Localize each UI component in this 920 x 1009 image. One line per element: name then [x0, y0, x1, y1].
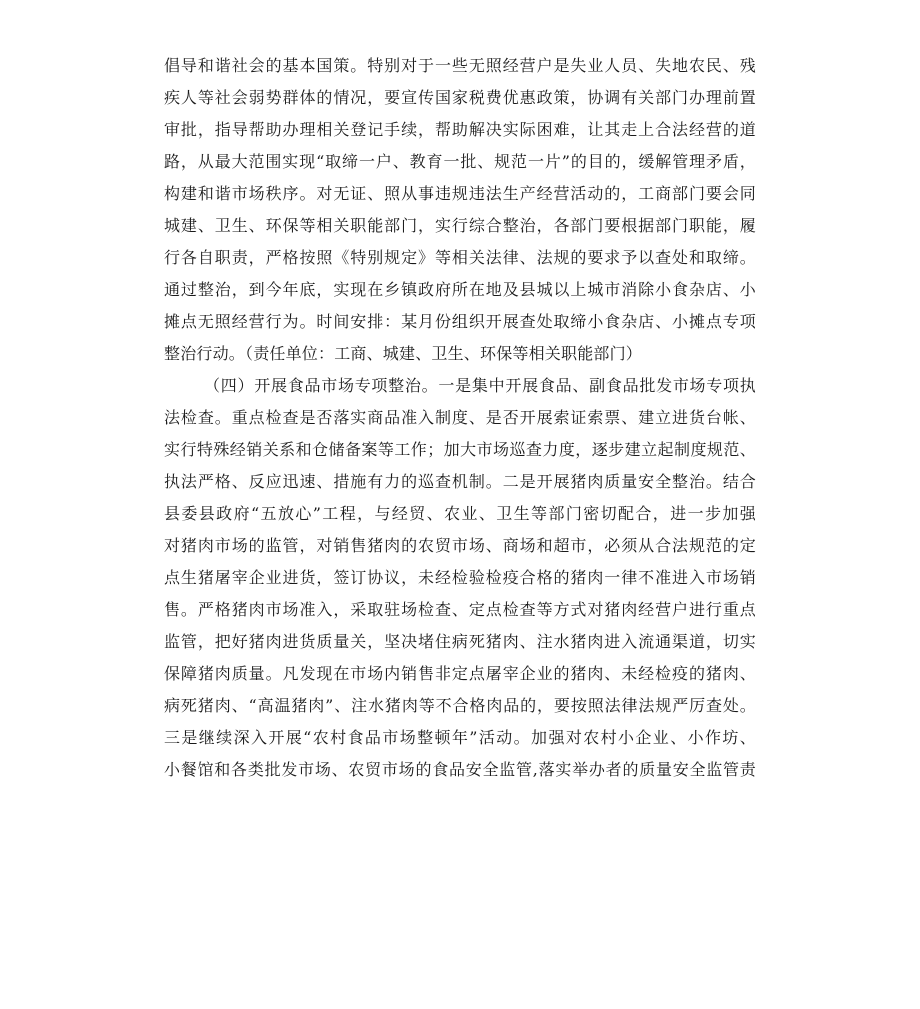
- text-line: 审批，指导帮助办理相关登记手续，帮助解决实际困难，让其走上合法经营的道: [164, 120, 756, 139]
- text-line: 整治行动。（责任单位：工商、城建、卫生、环保等相关职能部门）: [164, 344, 643, 363]
- text-line: 监管，把好猪肉进货质量关，坚决堵住病死猪肉、注水猪肉进入流通渠道，切实: [164, 632, 756, 651]
- text-line: 通过整治，到今年底，实现在乡镇政府所在地及县城以上城市消除小食杂店、小: [164, 280, 756, 299]
- text-line: 售。严格猪肉市场准入，采取驻场检查、定点检查等方式对猪肉经营户进行重点: [164, 600, 756, 619]
- text-line: 县委县政府“五放心”工程，与经贸、农业、卫生等部门密切配合，进一步加强: [164, 504, 756, 523]
- text-line: 行各自职责，严格按照《特别规定》等相关法律、法规的要求予以查处和取缔。: [164, 248, 756, 267]
- text-line: 执法严格、反应迅速、措施有力的巡查机制。二是开展猪肉质量安全整治。结合: [164, 472, 756, 491]
- text-line: 小餐馆和各类批发市场、农贸市场的食品安全监管,落实举办者的质量安全监管责: [164, 760, 756, 779]
- text-line: 保障猪肉质量。凡发现在市场内销售非定点屠宰企业的猪肉、未经检疫的猪肉、: [164, 664, 756, 683]
- text-line: 城建、卫生、环保等相关职能部门，实行综合整治，各部门要根据部门职能，履: [164, 216, 756, 235]
- text-line: 实行特殊经销关系和仓储备案等工作；加大市场巡查力度，逐步建立起制度规范、: [164, 440, 756, 459]
- text-line: 疾人等社会弱势群体的情况，要宣传国家税费优惠政策，协调有关部门办理前置: [164, 88, 756, 107]
- section-heading-line: （四）开展食品市场专项整治。一是集中开展食品、副食品批发市场专项执: [204, 376, 756, 395]
- text-line: 点生猪屠宰企业进货，签订协议，未经检验检疫合格的猪肉一律不准进入市场销: [164, 568, 756, 587]
- text-line: 对猪肉市场的监管，对销售猪肉的农贸市场、商场和超市，必须从合法规范的定: [164, 536, 756, 555]
- text-line: 构建和谐市场秩序。对无证、照从事违规违法生产经营活动的，工商部门要会同: [164, 184, 756, 203]
- text-line: 三是继续深入开展“农村食品市场整顿年”活动。加强对农村小企业、小作坊、: [164, 728, 756, 747]
- body-text: [164, 50, 756, 786]
- text-line: 法检查。重点检查是否落实商品准入制度、是否开展索证索票、建立进货台帐、: [164, 408, 756, 427]
- text-line: 路，从最大范围实现“取缔一户、教育一批、规范一片”的目的，缓解管理矛盾，: [164, 152, 756, 171]
- text-line: 病死猪肉、“高温猪肉”、注水猪肉等不合格肉品的，要按照法律法规严厉查处。: [164, 696, 756, 715]
- text-line: 倡导和谐社会的基本国策。特别对于一些无照经营户是失业人员、失地农民、残: [164, 56, 756, 75]
- text-line: 摊点无照经营行为。时间安排：某月份组织开展查处取缔小食杂店、小摊点专项: [164, 312, 756, 331]
